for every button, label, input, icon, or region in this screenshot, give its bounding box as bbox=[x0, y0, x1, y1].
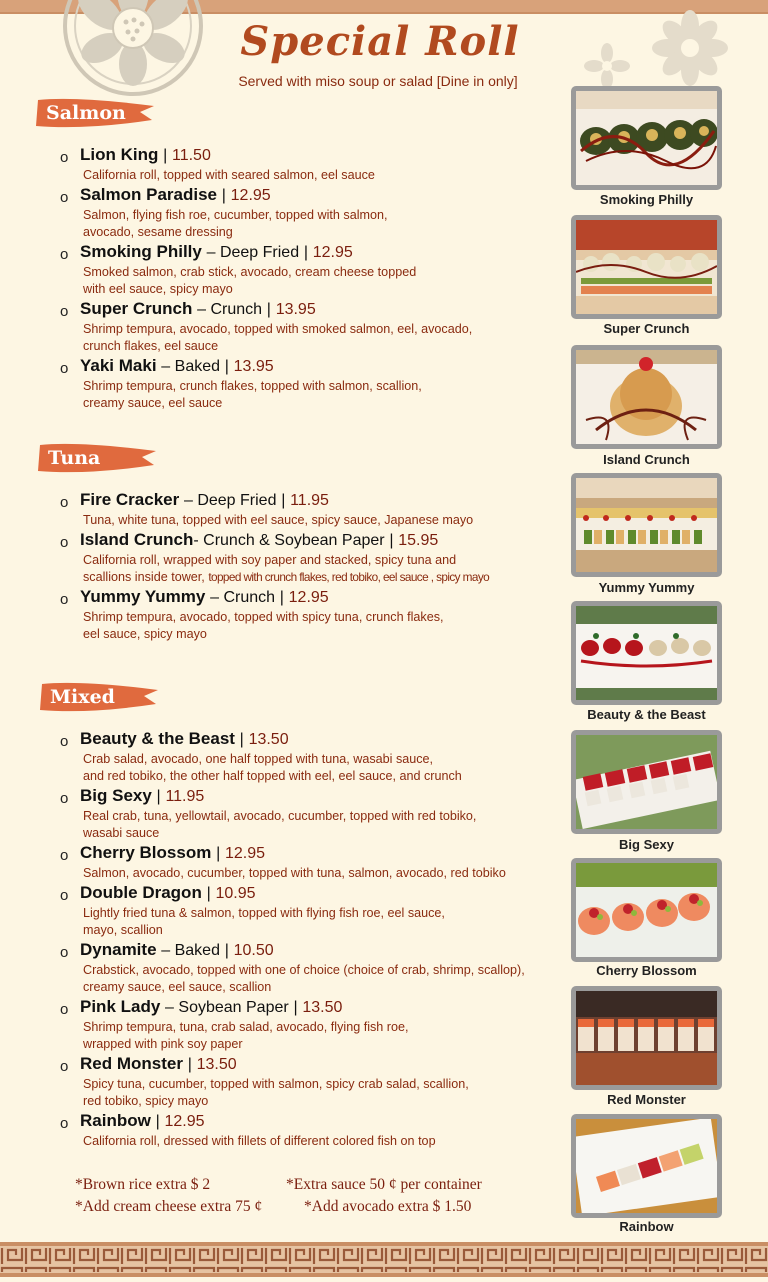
lotus-ornament-left-icon bbox=[62, 0, 204, 96]
item-price: 10.95 bbox=[215, 885, 256, 902]
photo-big-sexy bbox=[571, 730, 722, 834]
item-name: Beauty & the Beast bbox=[80, 729, 235, 748]
item-description: creamy sauce, eel sauce, scallion bbox=[83, 980, 272, 994]
footnote-avocado: *Add avocado extra $ 1.50 bbox=[304, 1198, 472, 1215]
bullet: o bbox=[60, 1058, 69, 1075]
item-name: Rainbow bbox=[80, 1111, 151, 1130]
item-style: Baked bbox=[174, 358, 221, 375]
bottom-border bbox=[0, 1242, 768, 1277]
item-price: 13.95 bbox=[275, 301, 316, 318]
section-banner-mixed bbox=[40, 680, 158, 716]
item-description: avocado, sesame dressing bbox=[83, 225, 233, 239]
item-description: topped with crunch flakes, red tobiko, eel sauce , spicy mayo bbox=[208, 570, 490, 584]
bullet: o bbox=[60, 944, 69, 961]
item-style: Crunch & Soybean Paper bbox=[203, 532, 385, 549]
photo-caption: Smoking Philly bbox=[599, 192, 694, 207]
item-name: Double Dragon bbox=[80, 883, 202, 902]
photo-caption: Beauty & the Beast bbox=[587, 707, 706, 722]
item-price: 13.50 bbox=[248, 731, 289, 748]
item-description: Salmon, flying fish roe, cucumber, topped with salmon, bbox=[83, 208, 388, 222]
item-description: Crab salad, avocado, one half topped with tuna, wasabi sauce, bbox=[83, 752, 434, 766]
item-price: 10.50 bbox=[233, 942, 274, 959]
photo-caption: Rainbow bbox=[619, 1219, 674, 1234]
item-style: Deep Fried bbox=[219, 244, 300, 261]
section-label: Mixed bbox=[50, 686, 115, 708]
item-description: Shrimp tempura, avocado, topped with spicy tuna, crunch flakes, bbox=[83, 610, 444, 624]
photo-beauty-and-the-beast bbox=[571, 601, 722, 705]
bullet: o bbox=[60, 887, 69, 904]
item-name: Dynamite bbox=[80, 940, 157, 959]
photo-caption: Big Sexy bbox=[619, 837, 674, 852]
item-name: Fire Cracker bbox=[80, 490, 180, 509]
item-price: 13.50 bbox=[302, 999, 343, 1016]
item-description: Lightly fried tuna & salmon, topped with flying fish roe, eel sauce, bbox=[83, 906, 445, 920]
item-name: Island Crunch bbox=[80, 530, 194, 549]
flower-ornament-right-icon bbox=[582, 10, 732, 90]
photo-cherry-blossom bbox=[571, 858, 722, 962]
item-price: 12.95 bbox=[164, 1113, 205, 1130]
item-price: 12.95 bbox=[230, 187, 271, 204]
item-price: 11.50 bbox=[172, 147, 211, 164]
item-description: Tuna, white tuna, topped with eel sauce, spicy sauce, Japanese mayo bbox=[83, 513, 474, 527]
item-price: 11.95 bbox=[165, 788, 205, 805]
photo-caption: Island Crunch bbox=[603, 452, 690, 467]
bullet: o bbox=[60, 246, 69, 263]
item-description: creamy sauce, eel sauce bbox=[83, 396, 223, 410]
photo-red-monster bbox=[571, 986, 722, 1090]
item-style: Baked bbox=[174, 942, 220, 959]
item-name: Pink Lady bbox=[80, 997, 161, 1016]
item-description: crunch flakes, eel sauce bbox=[83, 339, 219, 353]
item-name: Yaki Maki bbox=[80, 356, 157, 375]
bullet: o bbox=[60, 189, 69, 206]
photo-yummy-yummy bbox=[571, 473, 722, 577]
item-description: California roll, wrapped with soy paper and stacked, spicy tuna and bbox=[83, 553, 457, 567]
footnote-cream-cheese: *Add cream cheese extra 75 ¢ bbox=[75, 1198, 263, 1215]
item-name: Yummy Yummy bbox=[80, 587, 206, 606]
item-style: Crunch bbox=[223, 589, 276, 606]
item-description: Real crab, tuna, yellowtail, avocado, cucumber, topped with red tobiko, bbox=[83, 809, 477, 823]
item-description: wasabi sauce bbox=[83, 826, 160, 840]
photo-island-crunch bbox=[571, 345, 722, 449]
item-style: Soybean Paper bbox=[178, 999, 289, 1016]
item-description: red tobiko, spicy mayo bbox=[83, 1094, 209, 1108]
bullet: o bbox=[60, 494, 69, 511]
item-description: Shrimp tempura, avocado, topped with smoked salmon, eel, avocado, bbox=[83, 322, 473, 336]
item-style: Deep Fried bbox=[197, 492, 277, 509]
item-name: Lion King bbox=[80, 145, 159, 164]
item-name: Big Sexy bbox=[80, 786, 152, 805]
item-name: Smoking Philly bbox=[80, 242, 202, 261]
section-banner-salmon bbox=[36, 96, 154, 132]
item-price: 11.95 bbox=[290, 492, 329, 509]
bullet: o bbox=[60, 1001, 69, 1018]
photo-smoking-philly bbox=[571, 86, 722, 190]
item-description: Crabstick, avocado, topped with one of choice (choice of crab, shrimp, scallop), bbox=[83, 963, 525, 977]
item-description: and red tobiko, the other half topped with eel, eel sauce, and crunch bbox=[83, 769, 462, 783]
page-title: Special Roll bbox=[240, 18, 520, 65]
footnote-extra-sauce: *Extra sauce 50 ¢ per container bbox=[286, 1176, 482, 1193]
photo-super-crunch bbox=[571, 215, 722, 319]
bullet: o bbox=[60, 847, 69, 864]
item-description: Spicy tuna, cucumber, topped with salmon, spicy crab salad, scallion, bbox=[83, 1077, 469, 1091]
item-description: Salmon, avocado, cucumber, topped with tuna, salmon, avocado, red tobiko bbox=[83, 866, 506, 880]
item-description: wrapped with pink soy paper bbox=[83, 1037, 243, 1051]
item-description: Smoked salmon, crab stick, avocado, cream cheese topped bbox=[83, 265, 417, 279]
item-style: Crunch bbox=[210, 301, 263, 318]
item-description: scallions inside tower, bbox=[83, 570, 205, 584]
item-price: 13.95 bbox=[233, 358, 274, 375]
item-description: Shrimp tempura, crunch flakes, topped with salmon, scallion, bbox=[83, 379, 422, 393]
bullet: o bbox=[60, 733, 69, 750]
photo-caption: Yummy Yummy bbox=[598, 580, 695, 595]
bullet: o bbox=[60, 1115, 69, 1132]
item-name: Salmon Paradise bbox=[80, 185, 218, 204]
section-banner-tuna bbox=[38, 441, 156, 477]
section-label: Salmon bbox=[46, 102, 126, 124]
bullet: o bbox=[60, 790, 69, 807]
item-description: eel sauce, spicy mayo bbox=[83, 627, 207, 641]
item-price: 12.95 bbox=[288, 589, 329, 606]
photo-caption: Red Monster bbox=[607, 1092, 686, 1107]
photo-rainbow bbox=[571, 1114, 722, 1218]
item-price: 15.95 bbox=[398, 532, 439, 549]
item-description: with eel sauce, spicy mayo bbox=[83, 282, 233, 296]
bullet: o bbox=[60, 591, 69, 608]
bullet: o bbox=[60, 534, 69, 551]
item-price: 13.50 bbox=[196, 1056, 237, 1073]
item-description: mayo, scallion bbox=[83, 923, 163, 937]
item-description: California roll, dressed with fillets of different colored fish on top bbox=[83, 1134, 436, 1148]
bullet: o bbox=[60, 303, 69, 320]
page-subtitle: Served with miso soup or salad [Dine in only] bbox=[238, 73, 518, 89]
bullet: o bbox=[60, 149, 69, 166]
photo-caption: Super Crunch bbox=[603, 321, 690, 336]
item-price: 12.95 bbox=[224, 845, 265, 862]
footnote-brown-rice: *Brown rice extra $ 2 bbox=[75, 1176, 211, 1193]
photo-caption: Cherry Blossom bbox=[596, 963, 697, 978]
item-name: Red Monster bbox=[80, 1054, 183, 1073]
item-name: Super Crunch bbox=[80, 299, 193, 318]
bullet: o bbox=[60, 360, 69, 377]
item-description: California roll, topped with seared salmon, eel sauce bbox=[83, 168, 375, 182]
section-label: Tuna bbox=[48, 447, 101, 469]
item-name: Cherry Blossom bbox=[80, 843, 212, 862]
item-description: Shrimp tempura, tuna, crab salad, avocado, flying fish roe, bbox=[83, 1020, 409, 1034]
item-price: 12.95 bbox=[312, 244, 353, 261]
